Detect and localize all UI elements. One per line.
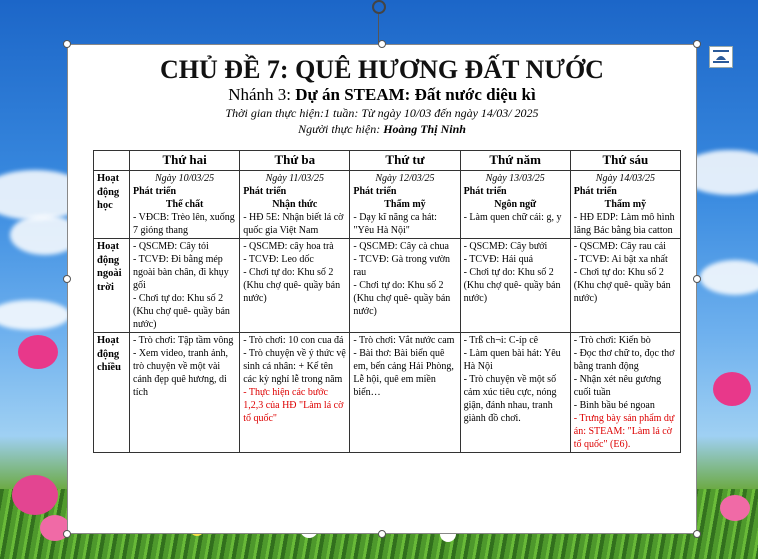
cell-highlight-line: - Thực hiện các bước 1,2,3 của HĐ "Làm lá cờ tổ quốc" [243, 386, 344, 424]
table-cell[interactable] [570, 238, 680, 332]
table-cell[interactable] [350, 170, 460, 238]
cell-line: - Trò chơi: Tập tầm vông [133, 334, 234, 346]
cell-line: - Chơi tự do: Khu số 2 (Khu chợ quê- quầy bán nước) [133, 292, 230, 330]
table-cell[interactable] [570, 170, 680, 238]
resize-handle[interactable] [693, 40, 701, 48]
cell-line: - VĐCB: Trèo lên, xuống 7 gióng thang [133, 211, 235, 236]
row-label-word: động [97, 186, 120, 198]
cell-line: - Xem video, tranh ảnh, trò chuyện về một vài cảnh đẹp quê hương, di tích [133, 347, 228, 398]
flower [18, 335, 58, 369]
cell-line: - TCVĐ: Hái quả [463, 253, 534, 265]
flower [713, 372, 751, 406]
cell-line: - Làm quen bài hát: Yêu Hà Nội [463, 347, 561, 372]
table-cell[interactable] [240, 238, 350, 332]
cell-date: Ngày 10/03/25 [155, 172, 215, 184]
cell-line: - Nhận xét nêu gương cuối tuần [573, 373, 662, 398]
cell-category: Phát triển [463, 185, 507, 197]
resize-handle[interactable] [693, 275, 701, 283]
row-label-word: chiều [97, 362, 121, 374]
day-header: Thứ tư [350, 151, 460, 171]
cell-subcategory: Thẩm mỹ [384, 198, 426, 210]
cell-date: Ngày 12/03/25 [375, 172, 435, 184]
table-cell[interactable] [460, 332, 570, 452]
cell-line: - Chơi tự do: Khu số 2 (Khu chợ quê- quầy bán nước) [463, 266, 561, 304]
cell-line: - Trò chơi: 10 con cua đá [243, 334, 344, 346]
resize-handle[interactable] [378, 530, 386, 538]
cell-line: - QSCMĐ: Cây bưởi [463, 240, 548, 252]
cell-line: - TCVĐ: Leo dốc [243, 253, 314, 265]
row-label [94, 332, 130, 452]
row-label-word: trời [97, 281, 114, 293]
cell-line: - Bình bầu bé ngoan [573, 399, 655, 411]
page-subtitle: Nhánh 3: Dự án STEAM: Đất nước diệu kì [228, 85, 536, 104]
rotate-handle-line [378, 14, 379, 44]
cell-line: - HĐ 5E: Nhận biết lá cờ quốc gia Việt Nam [243, 211, 344, 236]
day-header: Thứ ba [240, 151, 350, 171]
table-cell[interactable] [570, 332, 680, 452]
row-label-word: Hoạt [97, 240, 120, 252]
cell-date: Ngày 11/03/25 [265, 172, 324, 184]
table-cell[interactable] [350, 238, 460, 332]
cell-line: - Trò chuyện về một số cảm xúc tiêu cực, nóng giận, đánh nhau, tranh giành đồ chơi. [463, 373, 557, 424]
layout-options-icon[interactable] [709, 46, 733, 68]
time-line: Thời gian thực hiện:1 tuần: Từ ngày 10/03 đến ngày 14/03/ 2025 [225, 106, 539, 120]
table-cell[interactable] [130, 332, 240, 452]
table-cell[interactable] [460, 170, 570, 238]
cell-line: - Dạy kĩ năng ca hát: "Yêu Hà Nội" [353, 211, 437, 236]
schedule-table[interactable] [93, 150, 681, 453]
cell-category: Phát triển [353, 185, 397, 197]
cell-date: Ngày 14/03/25 [595, 172, 655, 184]
corner-cell [94, 151, 130, 171]
cell-line: - Bài thơ: Bài biển quê em, bến cảng Hải Phòng, Lễ hội, quê em miền biển… [353, 347, 454, 398]
row-label-word: động [97, 254, 120, 266]
cell-line: - TCVĐ: Đi bằng mép ngoài bàn chân, đi khụy gối [133, 253, 229, 291]
cell-category: Phát triển [573, 185, 617, 197]
resize-handle[interactable] [63, 275, 71, 283]
table-row [94, 332, 681, 452]
table-cell[interactable] [130, 238, 240, 332]
cell-line: - Làm quen chữ cái: g, y [463, 211, 562, 223]
cell-line: - QSCMĐ: Cây cà chua [353, 240, 449, 252]
table-cell[interactable] [130, 170, 240, 238]
cell-line: - Trß ch¬i: C-íp cê [463, 334, 539, 346]
page-title: CHỦ ĐỀ 7: QUÊ HƯƠNG ĐẤT NƯỚC [160, 55, 604, 84]
day-header: Thứ hai [130, 151, 240, 171]
cell-subcategory: Nhận thức [272, 198, 318, 210]
table-cell[interactable] [240, 332, 350, 452]
cell-highlight-line: - Trưng bày sản phẩm dự án: STEAM: "Làm lá cờ tổ quốc" (E6). [573, 412, 675, 450]
cell-subcategory: Thẩm mỹ [604, 198, 647, 210]
cell-line: - QSCMĐ: Cây rau cải [573, 240, 666, 252]
table-cell[interactable] [350, 332, 460, 452]
row-label-word: động [97, 348, 120, 360]
day-header: Thứ năm [460, 151, 570, 171]
row-label-word: ngoài [97, 268, 122, 280]
cell-date: Ngày 13/03/25 [485, 172, 545, 184]
cell-line: - TCVĐ: Gà trong vườn rau [353, 253, 451, 278]
cell-line: - Trò chuyện về ý thức vệ sinh cá nhân: + Kể tên các kỳ nghỉ lễ trong năm [243, 347, 346, 385]
cell-subcategory: Thể chất [165, 198, 204, 210]
cell-category: Phát triển [133, 185, 177, 197]
cell-line: - QSCMĐ: Cây tỏi [133, 240, 209, 252]
day-header: Thứ sáu [570, 151, 680, 171]
rotate-handle-icon[interactable] [372, 0, 386, 14]
cell-line: - Trò chơi: Vắt nước cam [353, 334, 455, 346]
cloud [700, 260, 758, 295]
resize-handle[interactable] [63, 530, 71, 538]
cell-line: - TCVĐ: Ai bật xa nhất [573, 253, 668, 265]
flower [720, 495, 750, 521]
row-label [94, 238, 130, 332]
resize-handle[interactable] [378, 40, 386, 48]
cell-line: - Chơi tự do: Khu số 2 (Khu chợ quê- quầy bán nước) [243, 266, 341, 304]
row-label-word: Hoạt [97, 334, 120, 346]
cell-category: Phát triển [243, 185, 287, 197]
row-label [94, 170, 130, 238]
row-label-word: Hoạt [97, 172, 120, 184]
table-header-row [94, 151, 681, 171]
cell-line: - QSCMĐ: cây hoa trà [243, 240, 334, 252]
cell-line: - Chơi tự do: Khu số 2 (Khu chợ quê- quầy bán nước) [573, 266, 671, 304]
table-row [94, 238, 681, 332]
resize-handle[interactable] [693, 530, 701, 538]
table-row [94, 170, 681, 238]
cell-line: - HĐ EDP: Làm mô hình lăng Bác bằng bìa catton [573, 211, 675, 236]
cloud [0, 300, 70, 330]
cell-line: - Đọc thơ chữ to, đọc thơ bằng tranh động [573, 347, 675, 372]
flower [12, 475, 58, 515]
person-line: Người thực hiện: Hoàng Thị Ninh [298, 122, 466, 136]
document-page[interactable] [67, 44, 697, 534]
cell-line: - Trò chơi: Kiến bò [573, 334, 651, 346]
resize-handle[interactable] [63, 40, 71, 48]
table-cell[interactable] [240, 170, 350, 238]
cell-subcategory: Ngôn ngữ [494, 198, 537, 210]
table-cell[interactable] [460, 238, 570, 332]
row-label-word: học [97, 200, 113, 212]
cell-line: - Chơi tự do: Khu số 2 (Khu chợ quê- quầy bán nước) [353, 279, 451, 317]
